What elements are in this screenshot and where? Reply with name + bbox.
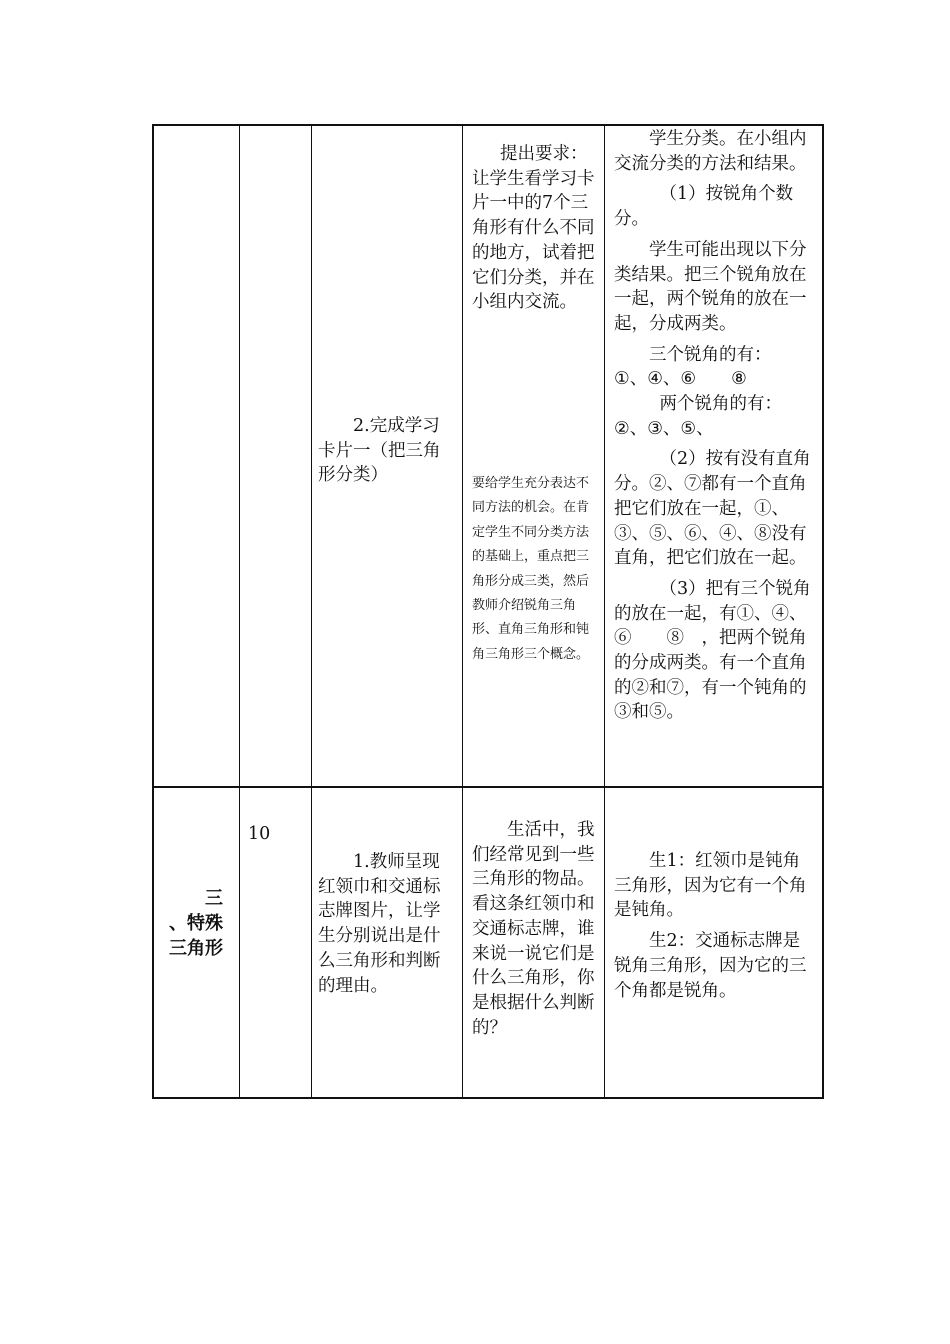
section-title xyxy=(154,886,239,961)
student-para: ②、③、⑤、 xyxy=(614,418,714,439)
activity-item-label: 2.完成学习卡片一（把三角形分类） xyxy=(318,416,441,486)
row2-teacher-cell xyxy=(464,818,602,1040)
row1-teacher-cell xyxy=(464,142,602,315)
student-para: 两个锐角的有： xyxy=(659,394,782,415)
student-para: （3）把有三个锐角的放在一起，有①、④、⑥ ⑧ ，把两个锐角的分成两类。有一个直角的②和⑦，有一个钝角的③和⑤。 xyxy=(614,578,811,723)
student-answer: 生2：交通标志牌是锐角三角形，因为它的三个角都是锐角。 xyxy=(614,931,807,1001)
row-divider xyxy=(154,786,822,788)
activity-item-label: 1.教师呈现红领巾和交通标志牌图片，让学生分别说出是什么三角形和判断的理由。 xyxy=(318,852,441,996)
student-para: ①、④、⑥ ⑧ xyxy=(614,369,747,390)
teacher-question: 生活中，我们经常见到一些三角形的物品。看这条红领巾和交通标志牌，谁来说一说它们是什么三角形，你是根据什么判断的？ xyxy=(472,820,595,1038)
student-para: 学生分类。在小组内交流分类的方法和结果。 xyxy=(614,129,807,174)
column-divider xyxy=(462,126,463,1097)
student-para: （1）按锐角个数分。 xyxy=(614,184,794,230)
row1-teacher-note-cell xyxy=(464,472,602,667)
column-divider xyxy=(239,126,240,1097)
teacher-note: 要给学生充分表达不同方法的机会。在肯定学生不同分类方法的基础上，重点把三角形分成三类，然后教师介绍锐角三角形、直角三角形和钝角三角形三个概念。 xyxy=(472,476,590,662)
section-title-line: 三 xyxy=(205,888,223,909)
column-divider xyxy=(604,126,605,1097)
row1-activity-cell xyxy=(312,414,458,488)
lesson-plan-table xyxy=(152,124,824,1099)
row2-activity-cell xyxy=(312,850,458,998)
section-title-line: 、特殊 xyxy=(169,913,223,934)
section-title-line: 三角形 xyxy=(169,938,223,959)
row2-student-cell xyxy=(606,849,822,1003)
student-answer: 生1：红领巾是钝角三角形，因为它有一个角是钝角。 xyxy=(614,851,807,921)
teacher-requirement: 提出要求：让学生看学习卡片一中的7个三角形有什么不同的地方，试着把它们分类，并在小组内交流。 xyxy=(472,144,595,313)
student-para: （2）按有没有直角分。②、⑦都有一个直角把它们放在一起，①、③、⑤、⑥、④、⑧没有直角，把它们放在一起。 xyxy=(614,449,811,569)
row1-student-cell xyxy=(606,127,822,725)
student-para: 学生可能出现以下分类结果。把三个锐角放在一起，两个锐角的放在一起，分成两类。 xyxy=(614,239,807,334)
minutes-value: 10 xyxy=(248,824,271,844)
minutes-cell xyxy=(248,822,308,847)
student-para: 三个锐角的有： xyxy=(649,344,772,365)
